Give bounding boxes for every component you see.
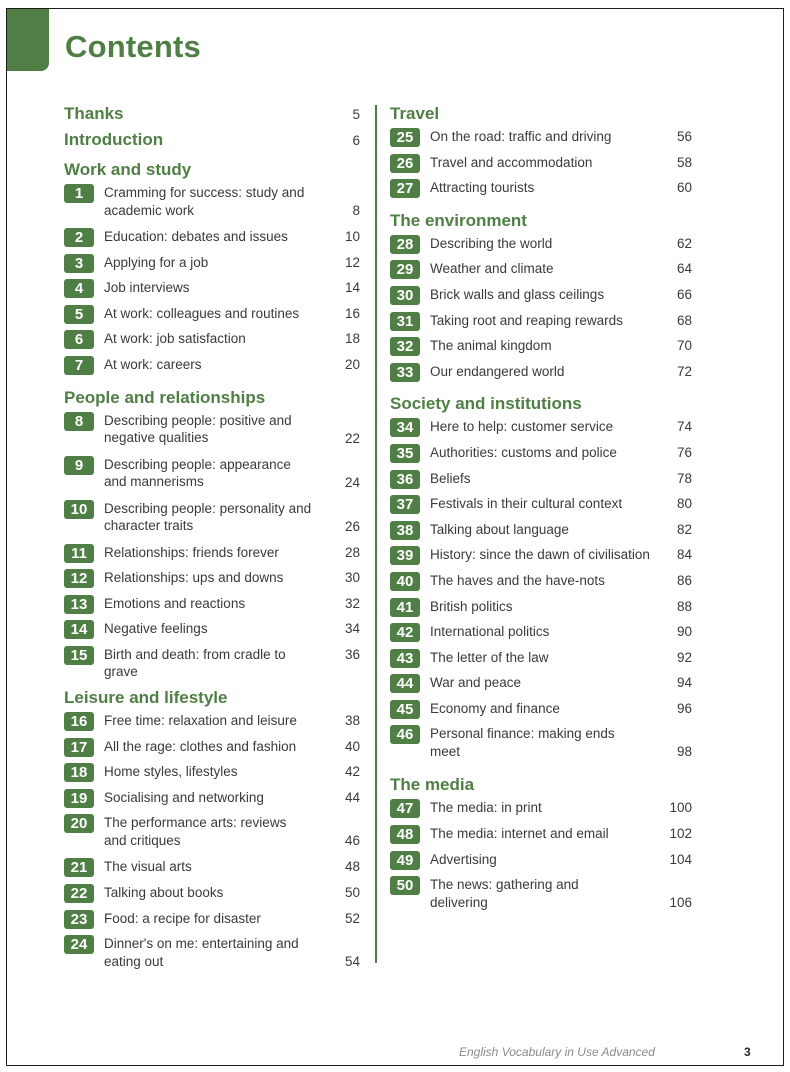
section-title-work-and-study: Work and study [64,160,192,179]
toc-unit-47[interactable] [390,798,692,824]
section-title-society-and-institutions: Society and institutions [390,394,582,414]
toc-unit-20[interactable] [64,813,360,857]
unit-page-number: 32 [344,595,360,611]
unit-page-number: 30 [344,570,360,586]
unit-page-number: 56 [676,129,692,144]
unit-number-badge: 31 [390,312,420,331]
unit-number-badge: 16 [64,712,94,731]
unit-number-badge: 49 [390,851,420,870]
unit-title-line: Our endangered world [430,363,565,379]
toc-unit-6[interactable] [64,329,360,355]
unit-title-line: The letter of the law [430,649,549,665]
unit-number-badge: 15 [64,646,94,665]
unit-title-line: Relationships: ups and downs [104,570,284,586]
toc-unit-41[interactable] [390,597,692,623]
unit-page-number: 84 [676,547,692,563]
unit-title [420,798,652,817]
unit-page-number: 60 [676,180,692,196]
unit-title-line: Travel and accommodation [430,154,593,170]
toc-unit-18[interactable] [64,762,360,788]
unit-title-line: Here to help: customer service [430,419,614,435]
unit-title-line: Relationships: friends forever [104,544,279,560]
unit-page-number: 92 [676,649,692,665]
unit-title-line: Weather and climate [430,261,554,277]
toc-unit-46[interactable] [390,724,692,768]
unit-title-line: War and peace [430,675,522,691]
unit-title [94,594,320,613]
toc-unit-25[interactable] [390,127,692,153]
unit-page-number: 82 [676,521,692,537]
unit-number-badge: 8 [64,412,94,431]
unit-number-badge: 38 [390,521,420,540]
toc-unit-38[interactable] [390,520,692,546]
unit-number-badge: 13 [64,595,94,614]
unit-title-line: Emotions and reactions [104,595,246,611]
unit-number-badge: 19 [64,789,94,808]
unit-number-badge: 47 [390,799,420,818]
unit-page-number: 68 [676,312,692,328]
toc-unit-21[interactable] [64,857,360,883]
unit-title [94,253,320,272]
unit-title [94,883,320,902]
unit-title [94,711,320,730]
column-divider [375,105,377,963]
unit-title-line: Describing people: appearance [104,456,291,472]
unit-title-line: British politics [430,598,513,614]
toc-unit-13[interactable] [64,594,360,620]
unit-title [420,362,652,381]
unit-number-badge: 30 [390,286,420,305]
unit-title [94,227,320,246]
unit-title [94,857,320,876]
unit-page-number: 54 [344,954,360,970]
unit-title-line: Birth and death: from cradle to grave [104,646,286,680]
unit-title-line: and mannerisms [104,474,204,490]
unit-page-number: 18 [344,331,360,347]
unit-page-number: 88 [676,598,692,614]
unit-page-number: 58 [676,154,692,170]
toc-unit-29[interactable] [390,259,692,285]
unit-title-line: The haves and the have-nots [430,572,605,588]
unit-title-line: The visual arts [104,859,192,875]
unit-number-badge: 25 [390,128,420,147]
unit-title-line: Advertising [430,851,497,867]
section-title-travel: Travel [390,104,440,123]
unit-number-badge: 40 [390,572,420,591]
unit-title-line: Describing people: personality and [104,500,312,516]
unit-page-number: 78 [676,470,692,486]
toc-entry-thanks[interactable] [64,101,360,127]
toc-unit-1[interactable] [64,183,360,227]
unit-title-line: On the road: traffic and driving [430,129,612,144]
unit-page-number: 74 [676,419,692,435]
unit-title [420,234,652,253]
unit-title-line: International politics [430,624,550,640]
unit-title [420,520,652,539]
unit-title-line: Negative feelings [104,621,208,637]
toc-unit-10[interactable] [64,499,360,543]
unit-page-number: 16 [344,305,360,321]
unit-title [94,568,320,587]
unit-page-number: 80 [676,496,692,512]
toc-unit-44[interactable] [390,673,692,699]
unit-title [420,824,652,843]
toc-unit-4[interactable] [64,278,360,304]
unit-number-badge: 14 [64,620,94,639]
unit-page-number: 22 [344,430,360,446]
unit-page-number: 106 [669,895,692,911]
unit-number-badge: 39 [390,546,420,565]
toc-unit-48[interactable] [390,824,692,850]
toc-unit-32[interactable] [390,336,692,362]
unit-title-line: Education: debates and issues [104,229,288,244]
unit-title [420,875,652,911]
unit-title [94,543,320,562]
unit-number-badge: 27 [390,179,420,198]
unit-title-line: Applying for a job [104,254,209,270]
toc-unit-35[interactable] [390,443,692,469]
unit-page-number: 76 [676,444,692,460]
unit-title-line: Personal finance: making ends [430,726,615,742]
toc-unit-3[interactable] [64,253,360,279]
unit-title [94,737,320,756]
unit-title [94,619,320,638]
unit-number-badge: 2 [64,228,94,247]
unit-number-badge: 5 [64,305,94,324]
unit-title-line: eating out [104,953,164,969]
entry-label: Introduction [64,130,164,149]
toc-unit-26[interactable] [390,153,692,179]
unit-page-number: 34 [344,621,360,637]
section-title-people-and-relationships: People and relationships [64,387,266,407]
unit-page-number: 10 [344,229,360,244]
page [6,8,784,1066]
toc-unit-39[interactable] [390,545,692,571]
unit-page-number: 28 [344,544,360,560]
unit-page-number: 100 [669,800,692,816]
unit-title [94,813,320,849]
toc-unit-27[interactable] [390,178,692,204]
unit-number-badge: 17 [64,738,94,757]
unit-title [94,909,320,928]
unit-title [94,934,320,970]
unit-page-number: 72 [676,363,692,379]
unit-title [94,762,320,781]
unit-page-number: 70 [676,338,692,354]
unit-number-badge: 43 [390,649,420,668]
unit-number-badge: 44 [390,674,420,693]
section-title-leisure-and-lifestyle: Leisure and lifestyle [64,687,228,707]
toc-unit-50[interactable] [390,875,692,919]
toc-unit-30[interactable] [390,285,692,311]
unit-title [420,311,652,330]
unit-title [420,259,652,278]
unit-page-number: 62 [676,235,692,251]
toc-unit-14[interactable] [64,619,360,645]
unit-title-line: The performance arts: reviews [104,815,287,831]
unit-number-badge: 20 [64,814,94,833]
unit-title [94,788,320,807]
unit-number-badge: 10 [64,500,94,519]
unit-title-line: Brick walls and glass ceilings [430,286,605,302]
toc-unit-45[interactable] [390,699,692,725]
unit-number-badge: 36 [390,470,420,489]
unit-number-badge: 48 [390,825,420,844]
toc-unit-17[interactable] [64,737,360,763]
unit-number-badge: 24 [64,935,94,954]
unit-title [94,645,320,681]
toc-unit-36[interactable] [390,469,692,495]
unit-title-line: negative qualities [104,430,209,446]
unit-title-line: At work: job satisfaction [104,331,246,347]
unit-title-line: delivering [430,894,488,910]
unit-title-line: Talking about language [430,521,569,537]
toc-unit-42[interactable] [390,622,692,648]
unit-title-line: Authorities: customs and police [430,444,617,460]
unit-title [94,455,320,491]
unit-page-number: 86 [676,572,692,588]
unit-title-line: At work: colleagues and routines [104,305,300,321]
unit-title [94,355,320,374]
unit-title-line: Socialising and networking [104,789,264,805]
unit-title [420,417,652,436]
unit-title [420,699,652,718]
unit-title [420,336,652,355]
unit-title [420,469,652,488]
unit-title [420,850,652,869]
unit-number-badge: 9 [64,456,94,475]
unit-page-number: 90 [676,624,692,640]
unit-title-line: The media: internet and email [430,826,609,842]
unit-title [420,153,652,172]
unit-page-number: 8 [352,203,360,218]
unit-page-number: 44 [344,789,360,805]
unit-number-badge: 34 [390,418,420,437]
unit-page-number: 50 [344,884,360,900]
unit-title [420,648,652,667]
corner-tab-decoration [7,9,49,71]
unit-title [94,411,320,447]
unit-title [420,724,652,760]
toc-unit-43[interactable] [390,648,692,674]
unit-number-badge: 41 [390,598,420,617]
unit-title [94,499,320,535]
toc-unit-24[interactable] [64,934,360,978]
unit-title-line: The news: gathering and [430,877,579,893]
unit-title-line: academic work [104,202,195,218]
right-sections [390,101,692,919]
toc-unit-19[interactable] [64,788,360,814]
left-column [64,101,360,978]
toc-unit-7[interactable] [64,355,360,381]
unit-title-line: Job interviews [104,280,190,296]
unit-title-line: Economy and finance [430,700,560,716]
unit-title-line: Beliefs [430,470,471,486]
unit-number-badge: 45 [390,700,420,719]
unit-number-badge: 7 [64,356,94,375]
toc-unit-9[interactable] [64,455,360,499]
toc-unit-11[interactable] [64,543,360,569]
unit-title-line: and critiques [104,832,181,848]
unit-number-badge: 23 [64,910,94,929]
unit-number-badge: 50 [390,876,420,895]
unit-title [420,494,652,513]
unit-number-badge: 21 [64,858,94,877]
unit-title-line: meet [430,743,461,759]
unit-page-number: 48 [344,859,360,875]
toc-unit-40[interactable] [390,571,692,597]
toc-unit-16[interactable] [64,711,360,737]
toc-unit-2[interactable] [64,227,360,253]
unit-title-line: Cramming for success: study and [104,185,305,200]
unit-title-line: Talking about books [104,884,224,900]
unit-title [420,545,652,564]
unit-title-line: Home styles, lifestyles [104,764,238,780]
toc-unit-49[interactable] [390,850,692,876]
unit-page-number: 40 [344,738,360,754]
unit-title-line: Free time: relaxation and leisure [104,712,297,728]
toc-unit-12[interactable] [64,568,360,594]
unit-title-line: The animal kingdom [430,338,552,354]
unit-number-badge: 12 [64,569,94,588]
unit-number-badge: 42 [390,623,420,642]
section-title-the-media: The media [390,775,475,795]
footer-book-title: English Vocabulary in Use Advanced [459,1045,655,1059]
unit-page-number: 38 [344,712,360,728]
unit-title-line: Festivals in their cultural context [430,496,623,512]
toc-unit-22[interactable] [64,883,360,909]
left-sections [64,157,360,978]
toc-unit-5[interactable] [64,304,360,330]
unit-page-number: 98 [676,744,692,760]
toc-unit-23[interactable] [64,909,360,935]
unit-title-line: Food: a recipe for disaster [104,910,261,926]
unit-title-line: Describing the world [430,235,553,251]
unit-page-number: 36 [344,646,360,662]
unit-page-number: 12 [344,254,360,270]
unit-page-number: 46 [344,833,360,849]
unit-title [420,673,652,692]
unit-title [420,597,652,616]
toc-unit-15[interactable] [64,645,360,681]
unit-number-badge: 6 [64,330,94,349]
unit-title [420,571,652,590]
unit-title [94,304,320,323]
unit-title [420,285,652,304]
unit-page-number: 104 [669,851,692,867]
entry-page-number: 5 [352,106,360,122]
unit-title [420,127,652,146]
unit-page-number: 42 [344,764,360,780]
unit-number-badge: 4 [64,279,94,298]
unit-page-number: 26 [344,518,360,534]
unit-page-number: 94 [676,675,692,691]
toc-unit-33[interactable] [390,362,692,388]
unit-title [94,278,320,297]
unit-page-number: 102 [669,826,692,842]
unit-number-badge: 18 [64,763,94,782]
unit-title-line: Taking root and reaping rewards [430,312,623,328]
unit-number-badge: 32 [390,337,420,356]
unit-title [420,178,652,197]
unit-title-line: The media: in print [430,800,542,816]
unit-page-number: 64 [676,261,692,277]
footer-page-number: 3 [744,1045,751,1059]
unit-number-badge: 11 [64,544,94,563]
unit-title-line: All the rage: clothes and fashion [104,738,297,754]
unit-page-number: 66 [676,286,692,302]
unit-title-line: character traits [104,518,194,534]
unit-number-badge: 37 [390,495,420,514]
unit-title-line: At work: careers [104,356,202,372]
unit-number-badge: 29 [390,260,420,279]
right-column [390,101,692,919]
unit-number-badge: 46 [390,725,420,744]
unit-number-badge: 3 [64,254,94,273]
toc-unit-8[interactable] [64,411,360,455]
unit-title-line: Attracting tourists [430,180,535,196]
toc-unit-28[interactable] [390,234,692,260]
unit-number-badge: 22 [64,884,94,903]
unit-title-line: Describing people: positive and [104,412,292,428]
unit-title [94,183,320,219]
toc-unit-37[interactable] [390,494,692,520]
toc-unit-31[interactable] [390,311,692,337]
unit-number-badge: 33 [390,363,420,382]
unit-page-number: 20 [344,356,360,372]
unit-number-badge: 26 [390,154,420,173]
toc-entry-introduction[interactable] [64,127,360,153]
entry-label: Thanks [64,104,124,123]
unit-title-line: Dinner's on me: entertaining and [104,936,299,952]
unit-page-number: 52 [344,910,360,926]
unit-number-badge: 35 [390,444,420,463]
section-title-the-environment: The environment [390,210,527,230]
unit-title [420,622,652,641]
entry-page-number: 6 [352,132,360,148]
page-title: Contents [65,29,201,64]
unit-title [420,443,652,462]
unit-page-number: 14 [344,280,360,296]
unit-number-badge: 28 [390,235,420,254]
unit-title-line: History: since the dawn of civilisation [430,547,650,563]
unit-page-number: 24 [344,474,360,490]
unit-number-badge: 1 [64,184,94,203]
toc-unit-34[interactable] [390,417,692,443]
unit-title [94,329,320,348]
unit-page-number: 96 [676,700,692,716]
